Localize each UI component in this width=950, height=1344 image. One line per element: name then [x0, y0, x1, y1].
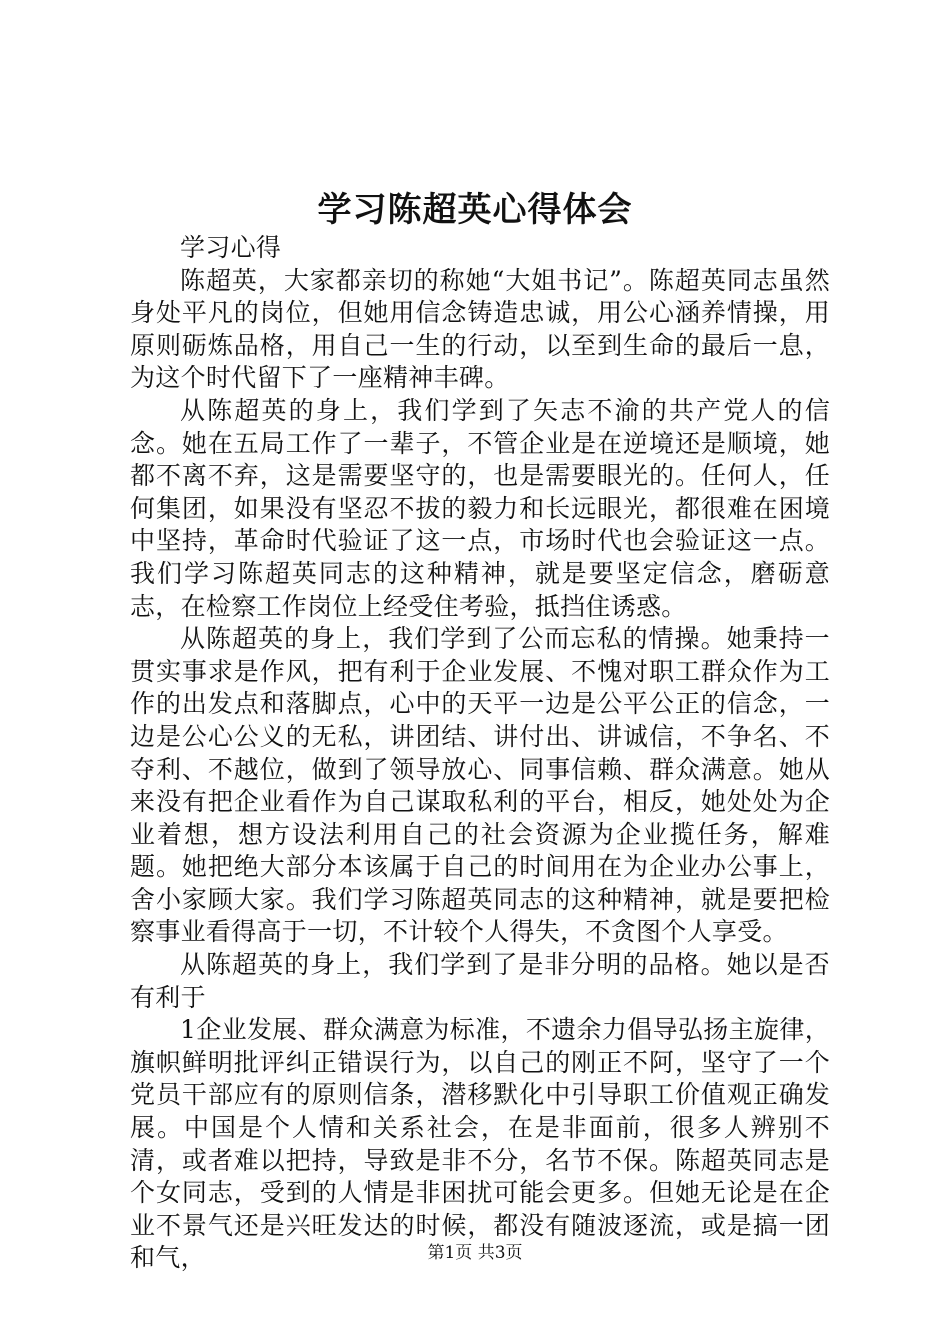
paragraph-intro: 陈超英，大家都亲切的称她“大姐书记”。陈超英同志虽然身处平凡的岗位，但她用信念铸造忠诚，用公心涵养情操，用原则砺炼品格，用自己一生的行动，以至到生命的最后一息，为这个时代留下了一座精神丰碑。: [130, 265, 830, 393]
document-title: 学习陈超英心得体会: [317, 190, 633, 230]
paragraph-belief: 从陈超英的身上，我们学到了矢志不渝的共产党人的信念。她在五局工作了一辈子，不管企业是在逆境还是顺境，她都不离不弃，这是需要坚守的，也是需要眼光的。任何人，任何集团，如果没有坚忍不拔的毅力和长远眼光，都很难在困境中坚持，革命时代验证了这一点，市场时代也会验证这一点。我们学习陈超英同志的这种精神，就是要坚定信念，磨砺意志，在检察工作岗位上经受住考验，抵挡住诱惑。: [130, 395, 830, 621]
paragraph-selflessness: 从陈超英的身上，我们学到了公而忘私的情操。她秉持一贯实事求是作风，把有利于企业发展、不愧对职工群众作为工作的出发点和落脚点，心中的天平一边是公平公正的信念，一边是公心公义的无私，讲团结、讲付出、讲诚信，不争名、不夺利、不越位，做到了领导放心、同事信赖、群众满意。她从来没有把企业看作为自己谋取私利的平台，相反，她处处为企业着想，想方设法利用自己的社会资源为企业揽任务，解难题。她把绝大部分本该属于自己的时间用在为企业办公事上，舍小家顾大家。我们学习陈超英同志的这种精神，就是要把检察事业看得高于一切，不计较个人得失，不贪图个人享受。: [130, 624, 830, 947]
page-footer: 第1页 共3页: [427, 1243, 523, 1263]
paragraph-principle-start: 从陈超英的身上，我们学到了是非分明的品格。她以是否有利于: [130, 950, 830, 1012]
document-body: [130, 232, 830, 1275]
paragraph-principle-continued: 1企业发展、群众满意为标准，不遗余力倡导弘扬主旋律，旗帜鲜明批评纠正错误行为，以自己的刚正不阿，坚守了一个党员干部应有的原则信条，潜移默化中引导职工价值观正确发展。中国是个人情和关系社会，在是非面前，很多人辨别不清，或者难以把持，导致是非不分，名节不保。陈超英同志是个女同志，受到的人情是非困扰可能会更多。但她无论是在企业不景气还是兴旺发达的时候，都没有随波逐流，或是搞一团和气，: [130, 1015, 830, 1273]
paragraph-heading: 学习心得: [180, 233, 282, 262]
